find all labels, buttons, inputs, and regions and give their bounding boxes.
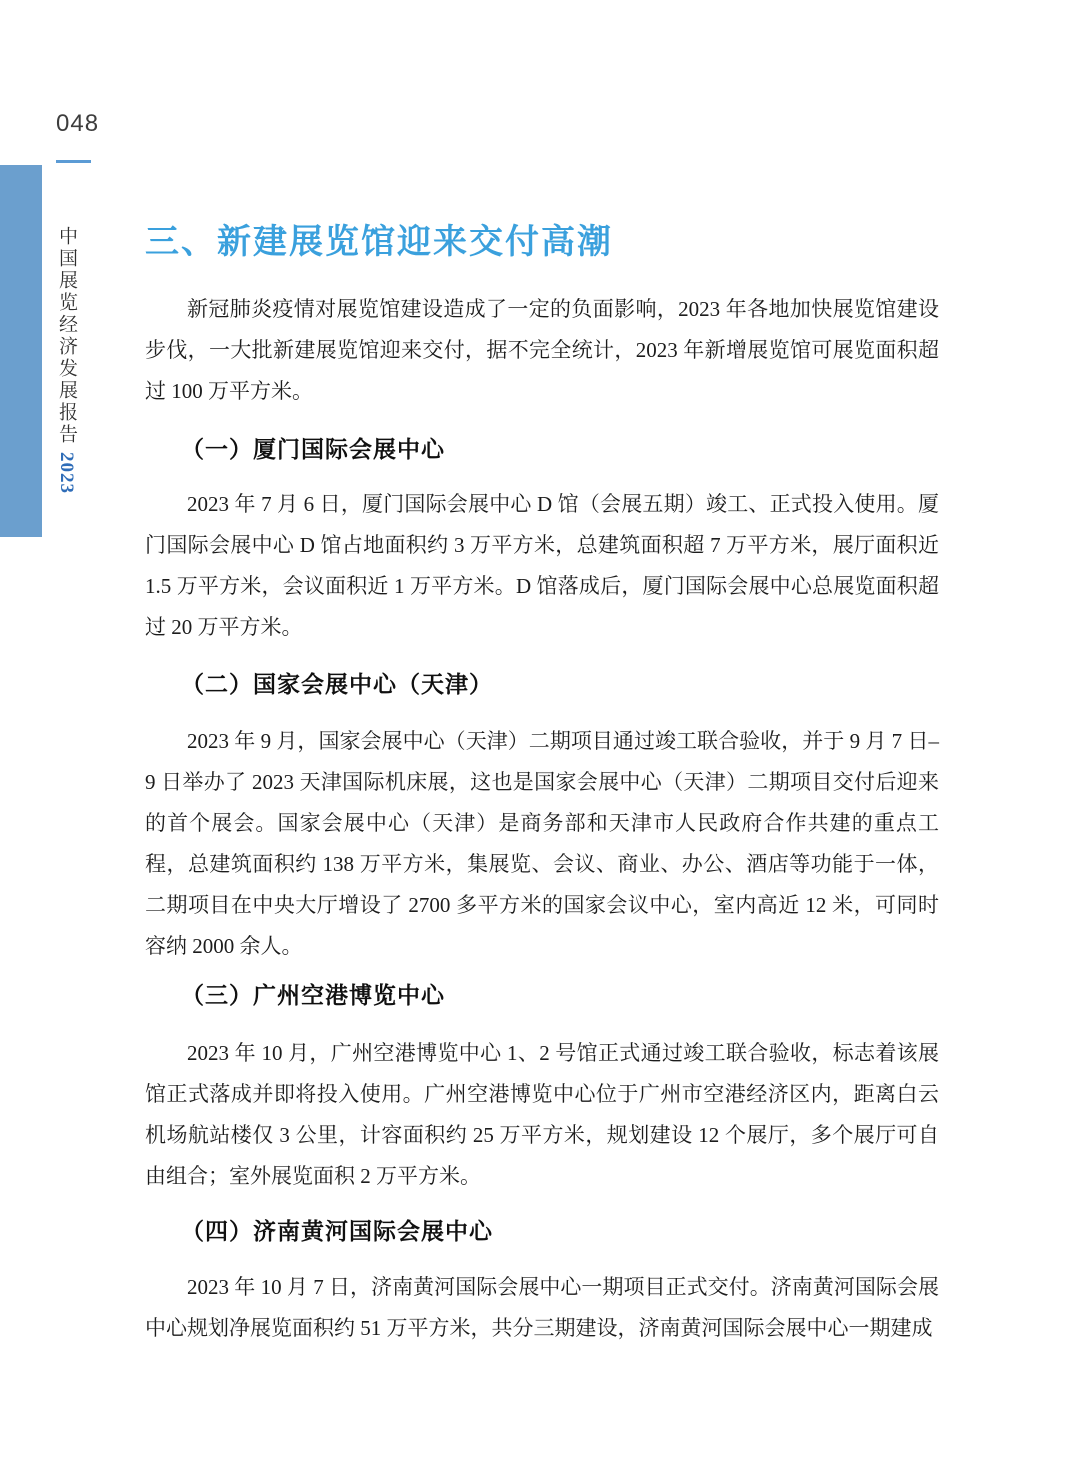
section-paragraph-jinan: 2023 年 10 月 7 日，济南黄河国际会展中心一期项目正式交付。济南黄河国际会展中心规划净展览面积约 51 万平方米，共分三期建设，济南黄河国际会展中心一期建成 — [145, 1275, 939, 1340]
sidebar-accent-bar — [0, 165, 42, 537]
sidebar-book-title — [52, 226, 80, 494]
section-paragraph-tianjin: 2023 年 9 月，国家会展中心（天津）二期项目通过竣工联合验收，并于 9 月 7 日–9 日举办了 2023 天津国际机床展，这也是国家会展中心（天津）二期项目交付后迎来的首个展会。国家会展中心（天津）是商务部和天津市人民政府合作共建的重点工程，总建筑面积约 138 万平方米，集展览、会议、商业、办公、酒店等功能于一体，二期项目在中央大厅增设了 2700 多平方米的国家会议中心，室内高近 12 米，可同时容纳 2000 余人。 — [145, 729, 939, 958]
section-paragraph-guangzhou: 2023 年 10 月，广州空港博览中心 1、2 号馆正式通过竣工联合验收，标志着该展馆正式落成并即将投入使用。广州空港博览中心位于广州市空港经济区内，距离白云机场航站楼仅 3 公里，计容面积约 25 万平方米，规划建设 12 个展厅，多个展厅可自由组合；室外展览面积 2 万平方米。 — [145, 1041, 939, 1188]
intro-paragraph: 新冠肺炎疫情对展览馆建设造成了一定的负面影响，2023 年各地加快展览馆建设步伐，一大批新建展览馆迎来交付，据不完全统计，2023 年新增展览馆可展览面积超过 100 万平方米。 — [145, 297, 939, 403]
section-heading-guangzhou: （三）广州空港博览中心 — [181, 982, 445, 1008]
page-number: 048 — [56, 110, 100, 137]
section-heading-tianjin: （二）国家会展中心（天津） — [181, 671, 493, 697]
chapter-title: 三、新建展览馆迎来交付高潮 — [145, 223, 613, 261]
section-heading-jinan: （四）济南黄河国际会展中心 — [181, 1218, 493, 1244]
section-heading-xiamen: （一）厦门国际会展中心 — [181, 436, 445, 462]
main-content-column — [145, 0, 939, 1465]
page-number-rule — [56, 160, 91, 163]
section-paragraph-xiamen: 2023 年 7 月 6 日，厦门国际会展中心 D 馆（会展五期）竣工、正式投入使用。厦门国际会展中心 D 馆占地面积约 3 万平方米，总建筑面积超 7 万平方米，展厅面积近 1.5 万平方米，会议面积近 1 万平方米。D 馆落成后，厦门国际会展中心总展览面积超过 20 万平方米。 — [145, 492, 939, 639]
sidebar-book-title-text: 中国展览经济发展报告 — [56, 226, 77, 446]
sidebar-book-year: 2023 — [56, 452, 77, 494]
